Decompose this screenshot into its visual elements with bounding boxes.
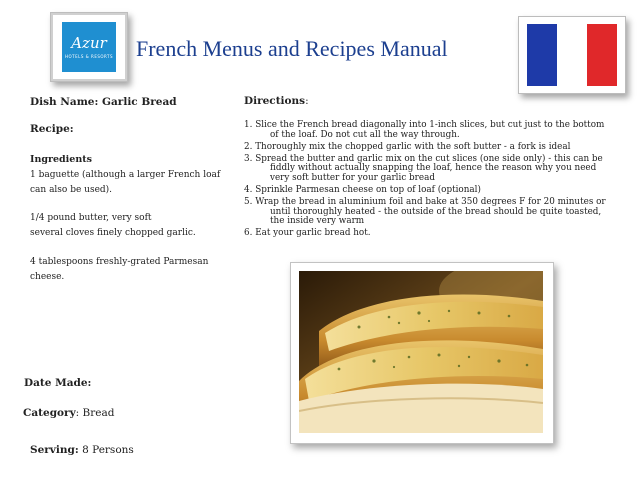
garlic-bread-photo-frame [290,262,554,444]
flag-red-stripe [587,24,617,86]
direction-step: 3. Spread the butter and garlic mix on the cut slices (one side only) - this can be fiddly without actually snapping the loaf, hence the reason why you need very soft butter for your garlic bread [244,153,603,183]
recipe-label: Recipe: [30,123,74,135]
dish-name [30,95,177,108]
ingredient-garlic: several cloves finely chopped garlic. [30,228,196,238]
page-title: French Menus and Recipes Manual [136,36,448,61]
direction-step: 2. Thoroughly mix the chopped garlic with the soft butter - a fork is ideal [244,141,571,152]
directions-label: Directions [244,95,306,107]
dish-name-label: Dish Name [30,96,95,108]
direction-step: 5. Wrap the bread in aluminium foil and bake at 350 degrees F for 20 minutes or until thoroughly heated - the outside of the bread should be quite toasted, the inside very warm [244,197,606,227]
serving-label: Serving: [30,444,79,456]
direction-step: 4. Sprinkle Parmesan cheese on top of loaf (optional) [244,185,481,196]
french-flag-image [518,16,626,94]
hotel-logo [50,12,128,82]
direction-step: 6. Eat your garlic bread hot. [244,228,371,239]
category-value: : Bread [75,407,115,419]
flag-blue-stripe [527,24,557,86]
garlic-bread-photo [299,271,543,433]
directions-list [244,121,614,242]
ingredient-item: 1 baguette (although a larger French loaf can also be used). [30,170,221,195]
ingredient-item [30,211,230,241]
ingredient-butter: 1/4 pound butter, very soft [30,213,152,223]
direction-step: 1. Slice the French bread diagonally into 1-inch slices, but cut just to the bottom of the loaf. Do not cut all the way through. [244,120,605,140]
ingredients-heading: Ingredients [30,154,92,165]
flag [527,24,617,86]
date-made-label: Date Made: [24,377,92,389]
dish-name-value: : Garlic Bread [94,96,177,108]
category [23,407,114,419]
logo-word: Azur [71,33,107,52]
directions-colon: : [305,95,309,107]
garlic-bread-illustration [299,271,543,433]
serving-value: 8 Persons [78,444,134,456]
category-label: Category [23,407,76,419]
directions-heading [244,95,309,107]
flag-white-stripe [557,24,587,86]
ingredient-item: 4 tablespoons freshly-grated Parmesan cheese. [30,257,209,282]
serving [30,444,134,456]
logo-subline: HOTELS & RESORTS [64,53,114,59]
